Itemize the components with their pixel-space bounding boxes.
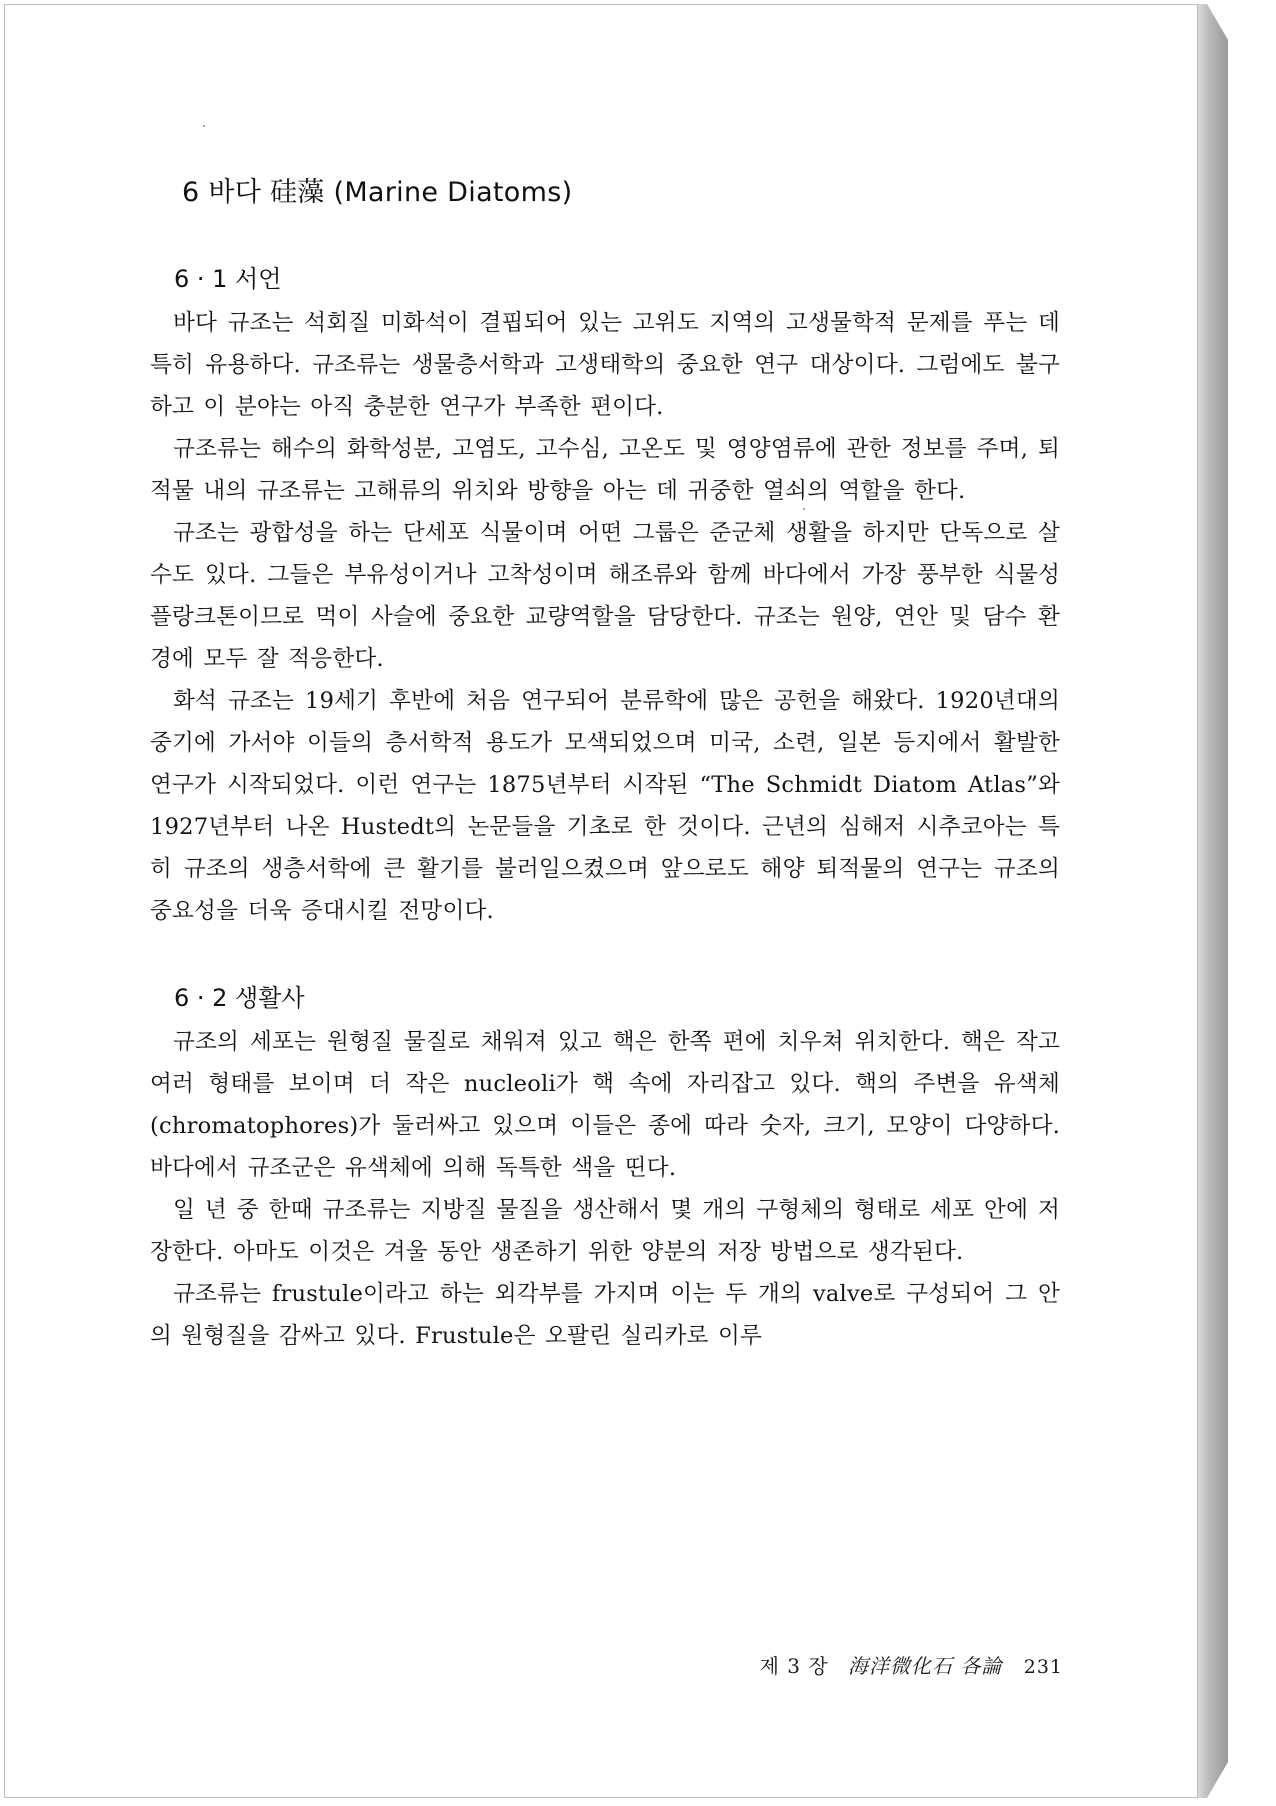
page-spine-shadow — [1198, 4, 1228, 1798]
scan-speck — [203, 125, 205, 127]
footer-chapter: 제 3 장 — [759, 1654, 829, 1678]
footer-chapter-title: 海洋微化石 各論 — [848, 1654, 1003, 1678]
paragraph: 규조의 세포는 원형질 물질로 채워져 있고 핵은 한쪽 편에 치우쳐 위치한다. 핵은 작고 여러 형태를 보이며 더 작은 nucleoli가 핵 속에 자리잡고 있다. 핵의 주변을 유색체(chromatophores)가 둘러싸고 있으며 이들은 종에 따라 숫자, 크기, 모양이 다양하다. 바다에서 규조군은 유색체에 의해 독특한 색을 띤다. — [150, 1029, 1060, 1181]
page-number: 231 — [1023, 1656, 1063, 1678]
page-content — [150, 170, 1060, 1403]
paragraph: 바다 규조는 석회질 미화석이 결핍되어 있는 고위도 지역의 고생물학적 문제를 푸는 데 특히 유용하다. 규조류는 생물층서학과 고생태학의 중요한 연구 대상이다. 그럼에도 불구하고 이 분야는 아직 충분한 연구가 부족한 편이다. — [150, 310, 1060, 420]
paragraph: 화석 규조는 19세기 후반에 처음 연구되어 분류학에 많은 공헌을 해왔다. 1920년대의 중기에 가서야 이들의 층서학적 용도가 모색되었으며 미국, 소련, 일본 등지에서 활발한 연구가 시작되었다. 이런 연구는 1875년부터 시작된 “The Schmidt Diatom Atlas”와 1927년부터 나온 Hustedt의 논문들을 기초로 한 것이다. 근년의 심해저 시추코아는 특히 규조의 생층서학에 큰 활기를 불러일으켰으며 앞으로도 해양 퇴적물의 연구는 규조의 중요성을 더욱 증대시킬 전망이다. — [150, 688, 1060, 924]
paragraph: 규조는 광합성을 하는 단세포 식물이며 어떤 그룹은 준군체 생활을 하지만 단독으로 살 수도 있다. 그들은 부유성이거나 고착성이며 해조류와 함께 바다에서 가장 풍부한 식물성 플랑크톤이므로 먹이 사슬에 중요한 교량역할을 담당한다. 규조는 원양, 연안 및 담수 환경에 모두 잘 적응한다. — [150, 520, 1060, 672]
section-life-history — [150, 978, 1060, 1357]
paragraph: 규조류는 해수의 화학성분, 고염도, 고수심, 고온도 및 영양염류에 관한 정보를 주며, 퇴적물 내의 규조류는 고해류의 위치와 방향을 아는 데 귀중한 열쇠의 역할을 한다. — [150, 436, 1060, 504]
paragraph: 규조류는 frustule이라고 하는 외각부를 가지며 이는 두 개의 valve로 구성되어 그 안의 원형질을 감싸고 있다. Frustule은 오팔린 실리카로 이루 — [150, 1281, 1060, 1349]
section-introduction — [150, 259, 1060, 932]
section-heading: 6 · 1 서언 — [174, 265, 282, 293]
page-footer — [703, 1650, 1063, 1679]
section-heading: 6 · 2 생활사 — [174, 984, 305, 1012]
chapter-title: 6 바다 硅藻 (Marine Diatoms) — [182, 177, 573, 208]
paragraph: 일 년 중 한때 규조류는 지방질 물질을 생산해서 몇 개의 구형체의 형태로 세포 안에 저장한다. 아마도 이것은 겨울 동안 생존하기 위한 양분의 저장 방법으로 생각된다. — [150, 1197, 1060, 1265]
